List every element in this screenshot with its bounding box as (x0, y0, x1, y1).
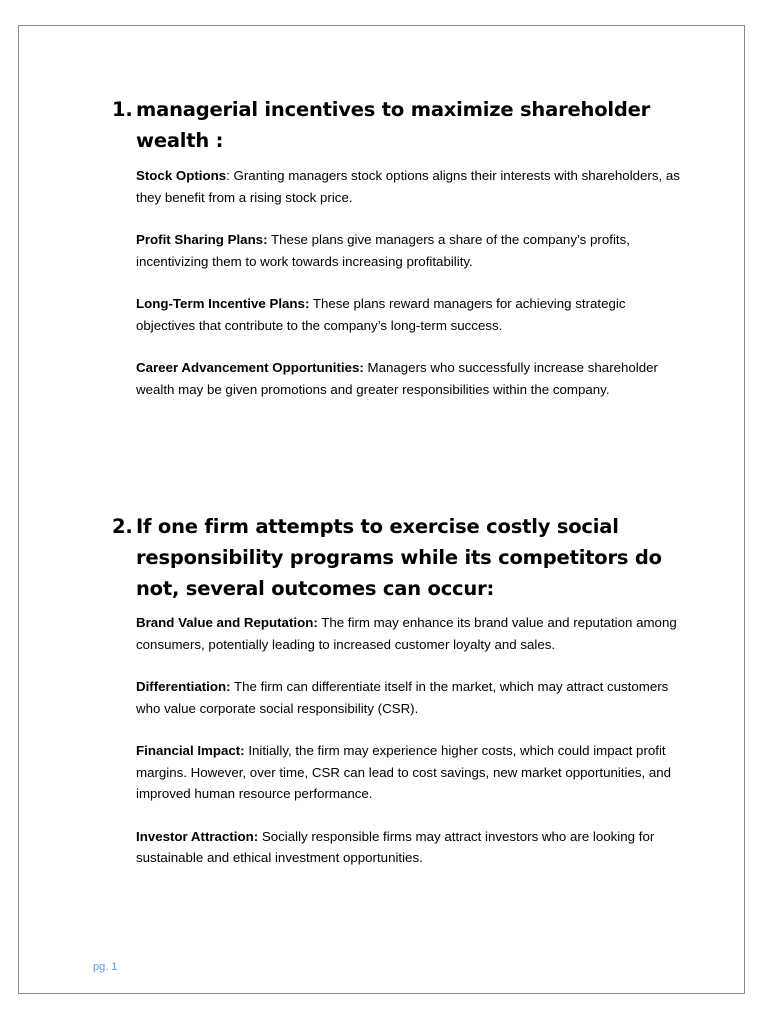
outcome-list (136, 612, 681, 869)
list-item (136, 826, 681, 869)
item-text: These plans give managers a share of the company’s profits, incentivizing them to work towards increasing profitability. (136, 232, 630, 269)
document-page (18, 25, 745, 994)
item-term: Long-Term Incentive Plans: (136, 296, 310, 311)
section-number: 2. (112, 515, 133, 538)
item-term: Stock Options (136, 168, 227, 183)
list-item (136, 229, 681, 272)
section-title: managerial incentives to maximize shareholder wealth : (136, 98, 651, 152)
item-text: The firm may enhance its brand value and reputation among consumers, potentially leading to increased customer loyalty and sales. (136, 615, 677, 652)
page-number: pg. 1 (93, 961, 118, 973)
section-heading (112, 511, 672, 604)
item-term: Brand Value and Reputation: (136, 615, 318, 630)
list-item (136, 612, 681, 655)
section-heading (112, 94, 672, 156)
item-text: Initially, the firm may experience higher costs, which could impact profit margins. However, over time, CSR can lead to cost savings, new market opportunities, and improved human resource performance. (136, 743, 672, 801)
item-term: Financial Impact: (136, 743, 245, 758)
item-text: Managers who successfully increase shareholder wealth may be given promotions and greater responsibilities within the company. (136, 360, 658, 397)
item-text: The firm can differentiate itself in the market, which may attract customers who value corporate social responsibility (CSR). (136, 679, 669, 716)
section-social-responsibility (112, 511, 677, 890)
item-text: These plans reward managers for achieving strategic objectives that contribute to the company’s long-term success. (136, 296, 626, 333)
section-title: If one firm attempts to exercise costly social responsibility programs while its competitors do not, several outcomes can occur: (136, 515, 662, 600)
list-item (136, 740, 681, 805)
item-text: Socially responsible firms may attract investors who are looking for sustainable and ethical investment opportunities. (136, 828, 655, 865)
list-item (136, 165, 681, 208)
item-text: Granting managers stock options aligns their interests with shareholders, as they benefit from a rising stock price. (136, 168, 680, 205)
incentive-list (136, 165, 681, 400)
item-separator: : (226, 168, 230, 183)
list-item (136, 293, 681, 336)
item-term: Career Advancement Opportunities: (136, 360, 364, 375)
list-item (136, 357, 681, 400)
section-managerial-incentives (112, 94, 680, 421)
list-item (136, 676, 681, 719)
item-term: Investor Attraction: (136, 828, 259, 844)
section-number: 1. (112, 98, 133, 121)
item-term: Differentiation: (136, 679, 231, 694)
item-term: Profit Sharing Plans: (136, 232, 268, 247)
